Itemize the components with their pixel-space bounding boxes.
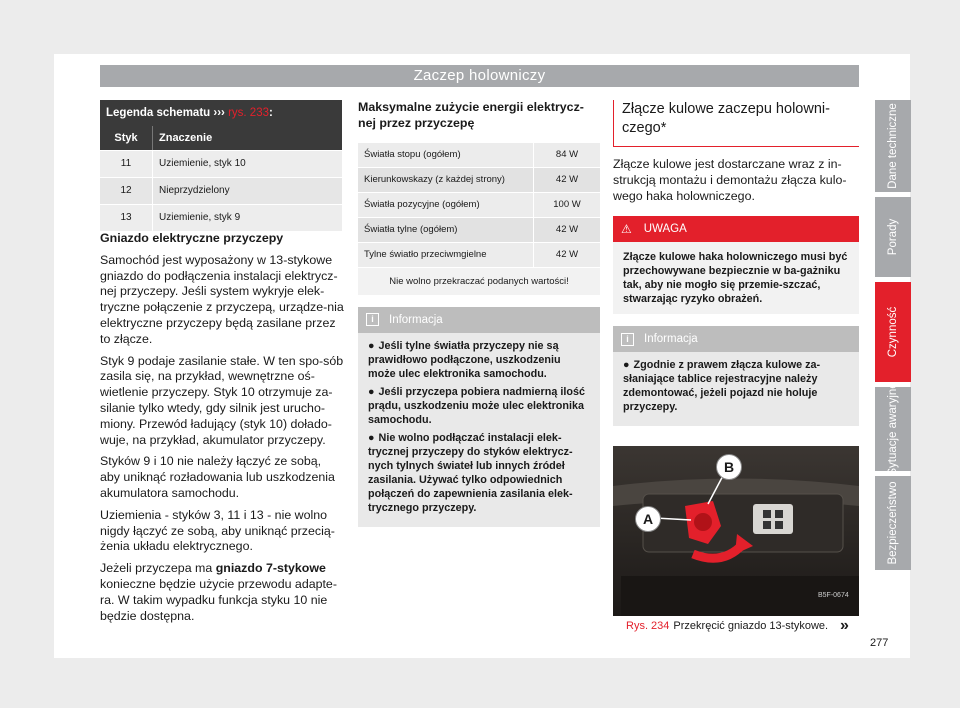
legend-body (100, 150, 342, 231)
value-cell: 42 W (555, 248, 579, 260)
meaning-cell: Uziemienie, styk 10 (159, 158, 246, 169)
side-tabs (875, 100, 911, 575)
page-number: 277 (870, 637, 889, 649)
caption-text: Przekręcić gniazdo 13-stykowe. (673, 620, 829, 632)
meaning-cell: Nieprzydzielony (159, 185, 230, 196)
figure-code: B5F-0674 (818, 592, 849, 599)
pin-cell: 11 (100, 151, 153, 177)
warning-header (613, 216, 859, 242)
page-header: Zaczep holowniczy (100, 65, 859, 87)
table-row (358, 167, 600, 192)
tab-label: Czynność (887, 306, 899, 358)
list-item (368, 431, 590, 515)
value-cell: 84 W (555, 148, 579, 160)
info-box (613, 326, 859, 426)
value-cell: 42 W (555, 223, 579, 235)
legend-title-text: Legenda schematu (106, 107, 211, 119)
column-3 (613, 100, 859, 484)
paragraph: Samochód jest wyposażony w 13-stykowe gniazdo do podłączenia instalacji elektrycz-nej przyczepy. Jeśli system wykryje elek-tryczne połączenie z przyczepą, urządze-nia elektryczne przyczepy będą zasilane przez to złącze. (100, 252, 344, 346)
paragraph: Złącze kulowe jest dostarczane wraz z in-strukcją montażu i demontażu złącza kulo-wego haka holowniczego. (613, 157, 847, 203)
info-list (358, 333, 600, 527)
tab-dane-techniczne[interactable] (875, 100, 911, 192)
legend-title (100, 100, 342, 126)
section-title: Złącze kulowe zaczepu holowni-czego* (613, 100, 859, 147)
table-row (358, 142, 600, 167)
info-header (358, 307, 600, 333)
list-item (368, 339, 590, 381)
list-item-text: Nie wolno podłączać instalacji elek-trycznej przyczepy do styków elektrycz-nych tylnych świateł lub innych źródeł zasilania. Używać tylko odpowiednich połączeń do zapewnienia zasilania elek-trycznego przyczepy. (368, 431, 573, 514)
figure-towing-socket (613, 446, 859, 616)
tab-label: Porady (887, 218, 899, 256)
paragraph: Styk 9 podaje zasilanie stałe. W ten spo-sób zasila się, na przykład, wewnętrzne oś-wietlenie przyczepy. Styk 10 otrzymuje za-silanie tylko wtedy, gdy silnik jest urucho-miony. Przewód ładujący (styk 10) dołado-wuje, na przykład, akumulator przyczepy. (100, 353, 344, 447)
list-item (368, 385, 590, 427)
paragraph (100, 561, 344, 624)
pin-cell: 12 (100, 178, 153, 204)
legend-table (100, 100, 342, 231)
info-title: Informacja (644, 333, 698, 346)
tab-bezpieczenstwo[interactable] (875, 476, 911, 570)
paragraph: Uziemienia - styków 3, 11 i 13 - nie wolno nigdy łączyć ze sobą, aby uniknąć przecią-żenia układu elektrycznego. (100, 507, 335, 554)
info-title: Informacja (389, 313, 443, 326)
meaning-cell: Uziemienie, styk 9 (159, 212, 241, 223)
tab-label: Bezpieczeństwo (887, 481, 899, 565)
legend-ref-link[interactable]: rys. 233 (228, 107, 269, 119)
tab-porady[interactable] (875, 197, 911, 277)
pin-cell: 13 (100, 205, 153, 231)
section-heading: Maksymalne zużycie energii elektrycz-nej przez przyczepę (358, 100, 584, 130)
text: Jeżeli przyczepa ma (100, 561, 216, 576)
info-box (358, 307, 600, 527)
name-cell: Światła pozycyjne (ogółem) (358, 193, 534, 217)
column-2 (358, 100, 600, 527)
tab-sytuacje-awaryjne[interactable] (875, 382, 911, 476)
legend-col-pin: Styk (100, 126, 153, 150)
figure-caption (626, 620, 828, 632)
list-item-text: Zgodnie z prawem złącza kulowe za-słaniające tablice rejestracyjne należy zdemontować, jeżeli pojazd nie holuje przyczepy. (623, 359, 821, 414)
info-header (613, 326, 859, 352)
section-heading: Gniazdo elektryczne przyczepy (100, 231, 284, 245)
bold-text: gniazdo 7-stykowe (215, 561, 326, 576)
table-note: Nie wolno przekraczać podanych wartości! (358, 267, 600, 295)
bullet-icon: ● (623, 359, 630, 372)
info-list (613, 352, 859, 426)
table-row (358, 217, 600, 242)
energy-table (358, 142, 600, 295)
bullet-icon: ● (368, 339, 375, 352)
legend-col-meaning: Znaczenie (159, 132, 213, 144)
tab-label: Sytuacje awaryjne (887, 382, 899, 476)
tab-label: Dane techniczne (887, 103, 899, 189)
value-cell: 42 W (555, 173, 579, 185)
callout-a: A (635, 506, 661, 532)
table-row (100, 150, 342, 177)
table-row (358, 242, 600, 267)
name-cell: Kierunkowskazy (z każdej strony) (358, 168, 534, 192)
list-item-text: Jeśli tylne światła przyczepy nie są prawidłowo podłączone, uszkodzeniu może ulec elektronika samochodu. (368, 339, 561, 380)
value-cell: 100 W (553, 198, 581, 210)
name-cell: Światła tylne (ogółem) (358, 218, 534, 242)
legend-arrows: ››› (213, 107, 225, 119)
warning-triangle-icon: ⚠ (621, 222, 632, 237)
legend-header-row (100, 126, 342, 150)
continue-arrows: » (840, 617, 849, 634)
warning-box (613, 216, 859, 314)
bullet-icon: ● (368, 385, 375, 398)
caption-ref: Rys. 234 (626, 620, 670, 632)
paragraph: Styków 9 i 10 nie należy łączyć ze sobą, aby uniknąć rozładowania lub uszkodzenia akumulatora samochodu. (100, 454, 335, 500)
table-row (100, 177, 342, 204)
bullet-icon: ● (368, 431, 375, 444)
name-cell: Tylne światło przeciwmgielne (358, 243, 534, 267)
tab-czynnosc[interactable] (875, 282, 911, 382)
list-item-text: Jeśli przyczepa pobiera nadmierną ilość prądu, uszkodzeniu może ulec elektronika samochodu. (368, 385, 585, 426)
warning-title: UWAGA (643, 223, 687, 236)
list-item (623, 358, 849, 414)
text: konieczne będzie użycie przewodu adapte-ra. W takim wypadku funkcja styku 10 nie będzie dostępna. (100, 576, 337, 623)
warning-text: Złącze kulowe haka holowniczego musi być przechowywane bezpiecznie w ba-gażniku tak, aby nie mogło się przemie-szczać, stwarzając ryzyko obrażeń. (623, 251, 848, 306)
table-row (358, 192, 600, 217)
info-icon: i (621, 333, 634, 346)
legend-colon: : (269, 107, 273, 119)
column-1 (100, 231, 344, 630)
table-row (100, 204, 342, 231)
callout-b: B (716, 454, 742, 480)
name-cell: Światła stopu (ogółem) (358, 143, 534, 167)
info-icon: i (366, 313, 379, 326)
